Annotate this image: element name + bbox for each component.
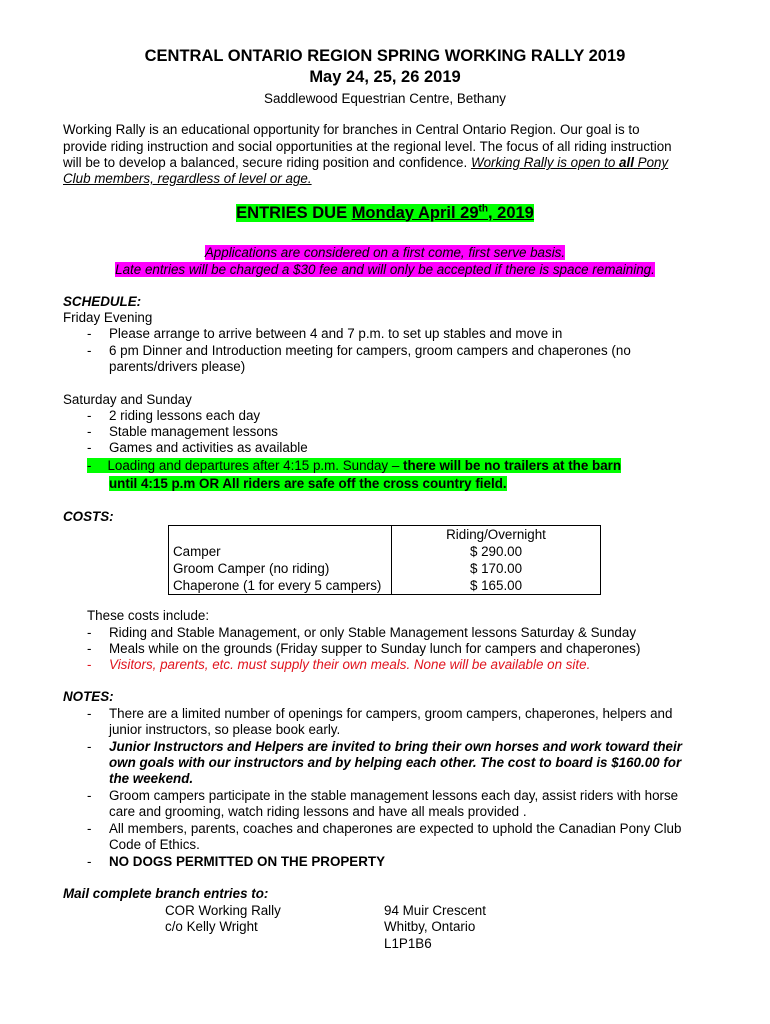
note-junior-instructors: Junior Instructors and Helpers are invited to bring their own horses and work toward their — [109, 739, 682, 754]
open-to-all-text — [471, 155, 668, 170]
note-no-dogs: NO DOGS PERMITTED ON THE PROPERTY — [109, 854, 386, 869]
bullet-dash: - — [87, 706, 92, 721]
loading-warning: there will be no trailers at the barn — [403, 458, 622, 473]
event-dates: May 24, 25, 26 2019 — [309, 68, 461, 86]
intro-line-3-text: will be to develop a balanced, secure riding position and confidence. — [63, 155, 471, 170]
first-come-note — [0, 245, 770, 260]
cost-label-camper: Camper — [173, 544, 221, 559]
mail-postal-code: L1P1B6 — [384, 936, 432, 951]
late-entry-note-text: Late entries will be charged a $30 fee and will only be accepted if there is space remaining. — [115, 262, 655, 277]
includes-heading: These costs include: — [87, 608, 210, 623]
bullet-dash: - — [87, 641, 92, 656]
entries-due — [0, 203, 770, 223]
costs-column-header: Riding/Overnight — [446, 527, 546, 542]
weekend-item-stable: Stable management lessons — [109, 424, 278, 439]
cost-value-camper: $ 290.00 — [469, 544, 523, 559]
notes-heading: NOTES: — [63, 689, 114, 704]
bullet-dash: - — [87, 625, 92, 640]
costs-heading: COSTS: — [63, 509, 114, 524]
entries-due-date — [352, 204, 534, 222]
intro-line-4: Club members, regardless of level or age. — [63, 171, 312, 186]
include-item-meals: Meals while on the grounds (Friday supper to Sunday lunch for campers and chaperones) — [109, 641, 641, 656]
bullet-dash: - — [87, 854, 92, 869]
loading-line-2 — [109, 476, 507, 491]
schedule-heading: SCHEDULE: — [63, 294, 142, 309]
note-junior-instructors-end: the weekend. — [109, 771, 194, 786]
costs-value-cell — [392, 526, 601, 595]
table-row — [169, 526, 601, 595]
entries-due-prefix: ENTRIES DUE — [236, 203, 352, 222]
weekend-item-lessons: 2 riding lessons each day — [109, 408, 261, 423]
friday-item-arrive: Please arrange to arrive between 4 and 7 p.m. to set up stables and move in — [109, 326, 563, 341]
bullet-dash: - — [87, 739, 92, 754]
cost-value-groom: $ 170.00 — [469, 561, 523, 576]
bullet-dash: - — [87, 326, 92, 341]
entries-date-sup: th — [478, 203, 488, 214]
pony-text: Pony — [633, 155, 669, 170]
venue: Saddlewood Equestrian Centre, Bethany — [264, 91, 506, 106]
weekend-item-games: Games and activities as available — [109, 440, 308, 455]
note-ethics-cont: Code of Ethics. — [109, 837, 200, 852]
note-ethics: All members, parents, coaches and chaperones are expected to uphold the Canadian Pony Club — [109, 821, 682, 836]
bullet-dash: - — [87, 343, 92, 358]
include-item-lessons: Riding and Stable Management, or only Stable Management lessons Saturday & Sunday — [109, 625, 637, 640]
loading-warning-cont: until 4:15 p.m OR All riders are safe off the cross country field. — [109, 476, 507, 491]
intro-line-1: Working Rally is an educational opportunity for branches in Central Ontario Region. Our goal is to — [63, 122, 640, 137]
mail-recipient: COR Working Rally — [165, 903, 281, 918]
bullet-dash: - — [87, 821, 92, 836]
all-emphasis: all — [619, 155, 634, 170]
friday-heading: Friday Evening — [63, 310, 153, 325]
bullet-dash: - — [87, 424, 92, 439]
document-title: CENTRAL ONTARIO REGION SPRING WORKING RALLY 2019 — [144, 47, 626, 65]
note-groom-campers: Groom campers participate in the stable management lessons each day, assist riders with horse — [109, 788, 679, 803]
note-openings: There are a limited number of openings for campers, groom campers, chaperones, helpers and — [109, 706, 673, 721]
friday-item-dinner: 6 pm Dinner and Introduction meeting for campers, groom campers and chaperones (no — [109, 343, 631, 358]
costs-table — [168, 525, 601, 595]
mail-heading: Mail complete branch entries to: — [63, 886, 269, 901]
cost-value-chaperone: $ 165.00 — [469, 578, 523, 593]
intro-line-2: provide riding instruction and social opportunities at the regional level. The focus of all riding instruction — [63, 139, 672, 154]
mail-care-of: c/o Kelly Wright — [165, 919, 258, 934]
entries-date-year: , 2019 — [487, 203, 534, 222]
loading-text: Loading and departures after 4:15 p.m. Sunday – — [107, 458, 404, 473]
cost-label-groom: Groom Camper (no riding) — [173, 561, 330, 576]
entries-date-main: Monday April 29 — [351, 203, 479, 222]
entries-due-highlight — [236, 204, 534, 222]
friday-item-dinner-cont: parents/drivers please) — [109, 359, 246, 374]
loading-line-1 — [87, 458, 621, 473]
note-junior-instructors-cont: own goals with our instructors and by helping each other. The cost to board is $160.00 for — [109, 755, 682, 770]
loading-highlight — [87, 458, 621, 473]
mail-street: 94 Muir Crescent — [384, 903, 486, 918]
cost-label-chaperone: Chaperone (1 for every 5 campers) — [173, 578, 382, 593]
open-to-text: Working Rally is open to — [470, 155, 620, 170]
first-come-note-text: Applications are considered on a first come, first serve basis. — [204, 245, 566, 260]
note-openings-cont: junior instructors, so please book early. — [109, 722, 341, 737]
weekend-heading: Saturday and Sunday — [63, 392, 192, 407]
bullet-dash: - — [87, 788, 92, 803]
mail-city: Whitby, Ontario — [384, 919, 476, 934]
late-entry-note — [0, 262, 770, 277]
bullet-dash: - — [87, 440, 92, 455]
include-item-visitors: Visitors, parents, etc. must supply their own meals. None will be available on site. — [109, 657, 591, 672]
intro-line-3 — [63, 155, 668, 170]
bullet-dash: - — [87, 458, 92, 473]
costs-label-cell — [169, 526, 392, 595]
bullet-dash: - — [87, 657, 92, 672]
bullet-dash: - — [87, 408, 92, 423]
note-groom-campers-cont: care and grooming, watch riding lessons and have all meals provided . — [109, 804, 527, 819]
